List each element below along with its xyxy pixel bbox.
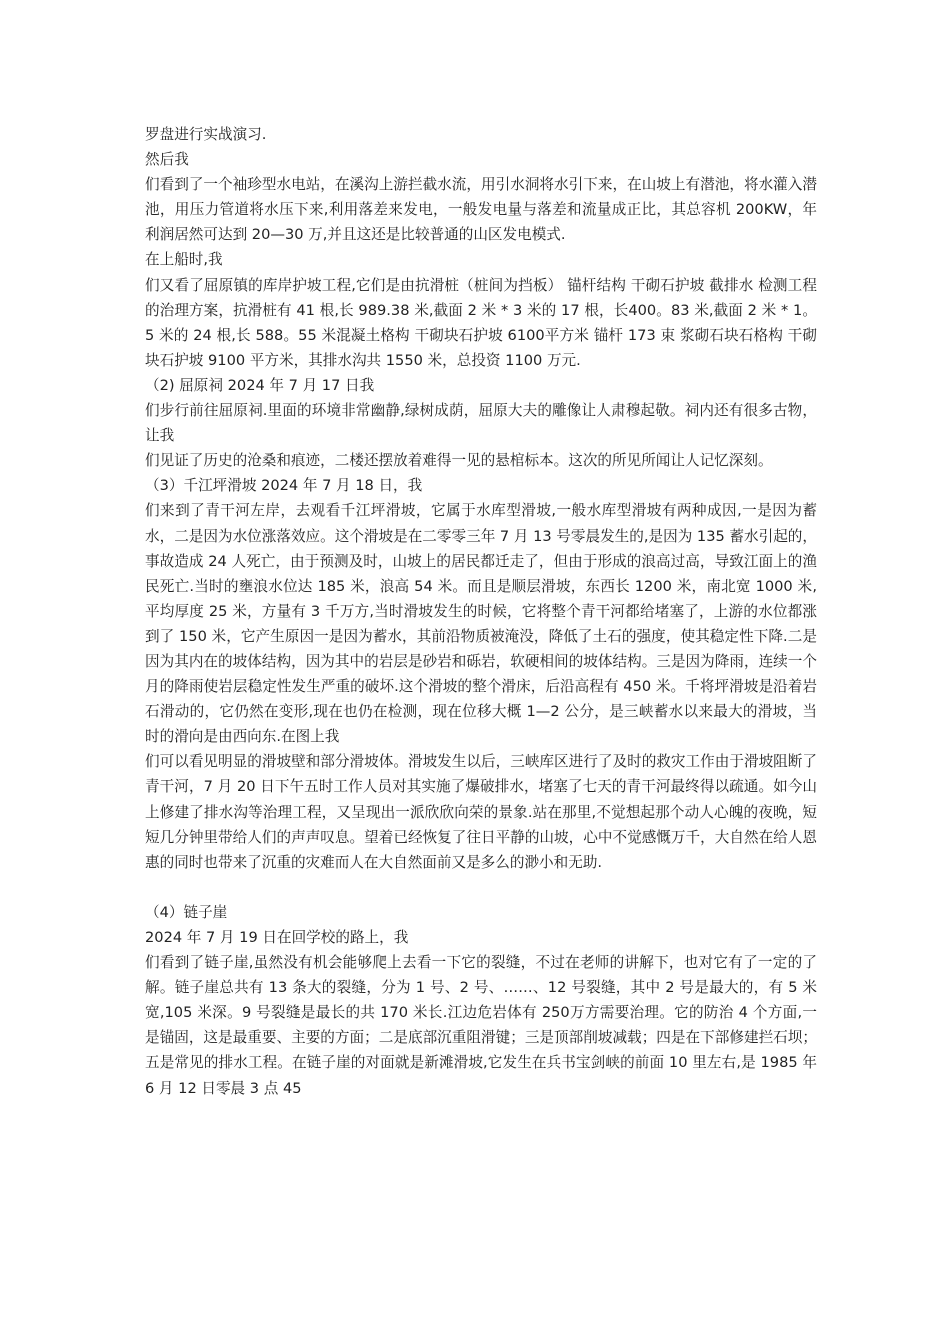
paragraph-5: 们又看了屈原镇的库岸护坡工程,它们是由抗滑桩（桩间为挡板） 锚杆结构 干砌石护坡 截排水 检测工程的治理方案，抗滑桩有 41 根,长 989.38 米,截面 2 米 * 3 米的 17 根，长400。83 米,截面 2 米 * 1。5 米的 24 根,长 588。55 米混凝土格构 干砌块石护坡 6100平方米 锚杆 173 束 浆砌石块石格构 干砌块石护坡 9100 平方米，其排水沟共 1550 米，总投资 1100 万元. xyxy=(145,276,817,369)
section-heading-2: （2) 屈原祠 2024 年 7 月 17 日我 xyxy=(145,376,375,394)
section-heading-4: （4）链子崖 xyxy=(145,903,228,921)
paragraph-10: 们来到了青干河左岸，去观看千江坪滑坡，它属于水库型滑坡,一般水库型滑坡有两种成因,一是因为蓄水，二是因为水位涨落效应。这个滑坡是在二零零三年 7 月 13 号零晨发生的,是因为 135 蓄水引起的，事故造成 24 人死亡，由于预测及时，山坡上的居民都迁走了，但由于形成的浪高过高，导致江面上的渔民死亡.当时的壅浪水位达 185 米，浪高 54 米。而且是顺层滑坡，东西长 1200 米，南北宽 1000 米,平均厚度 25 米，方量有 3 千万方,当时滑坡发生的时候，它将整个青干河都给堵塞了，上游的水位都涨到了 150 米，它产生原因一是因为蓄水，其前沿物质被淹没，降低了土石的强度，使其稳定性下降.二是因为其内在的坡体结构，因为其中的岩层是砂岩和砾岩，软硬相间的坡体结构。三是因为降雨，连续一个月的降雨使岩层稳定性发生严重的破坏.这个滑坡的整个滑床，后沿高程有 450 米。千将坪滑坡是沿着岩石滑动的，它仍然在变形,现在也仍在检测，现在位移大概 1—2 公分，是三峡蓄水以来最大的滑坡，当时的滑向是由西向东.在图上我 xyxy=(145,502,817,746)
paragraph-11: 们可以看见明显的滑坡壁和部分滑坡体。滑坡发生以后，三峡库区进行了及时的救灾工作由于滑坡阻断了青干河，7 月 20 日下午五时工作人员对其实施了爆破排水，堵塞了七天的青干河最终得以疏通。如今山上修建了排水沟等治理工程，又呈现出一派欣欣向荣的景象.站在那里,不觉想起那个动人心魄的夜晚，短短几分钟里带给人们的声声叹息。望着已经恢复了往日平静的山坡，心中不觉感慨万千，大自然在给人恩惠的同时也带来了沉重的灾难而人在大自然面前又是多么的渺小和无助. xyxy=(145,753,817,871)
paragraph-14: 2024 年 7 月 19 日在回学校的路上，我 xyxy=(145,929,409,946)
paragraph-3: 们看到了一个袖珍型水电站，在溪沟上游拦截水流，用引水洞将水引下来，在山坡上有潜池，将水灌入潜池，用压力管道将水压下来,利用落差来发电，一般发电量与落差和流量成正比，其总容机 200KW，年利润居然可达到 20—30 万,并且这还是比较普通的山区发电模式. xyxy=(145,176,817,244)
section-heading-3: （3）千江坪滑坡 2024 年 7 月 18 日，我 xyxy=(145,477,423,495)
document-body xyxy=(145,122,817,1101)
paragraph-2: 然后我 xyxy=(145,151,189,169)
paragraph-15: 们看到了链子崖,虽然没有机会能够爬上去看一下它的裂缝，不过在老师的讲解下，也对它有了一定的了解。链子崖总共有 13 条大的裂缝，分为 1 号、2 号、……、12 号裂缝，其中 2 号是最大的，有 5 米宽,105 米深。9 号裂缝是最长的共 170 米长.江边危岩体有 250万方需要治理。它的防治 4 个方面,一是锚固，这是最重要、主要的方面；二是底部沉重阻滑键；三是顶部削坡减载；四是在下部修建拦石坝；五是常见的排水工程。在链子崖的对面就是新滩滑坡,它发生在兵书宝剑峡的前面 10 里左右,是 1985 年 6 月 12 日零晨 3 点 45 xyxy=(145,954,817,1097)
paragraph-7: 们步行前往屈原祠.里面的环境非常幽静,绿树成荫，屈原大夫的雕像让人肃穆起敬。祠内还有很多古物，让我 xyxy=(145,402,817,445)
paragraph-1: 罗盘进行实战演习. xyxy=(145,126,267,143)
blank-line xyxy=(145,875,817,900)
paragraph-8: 们见证了历史的沧桑和痕迹，二楼还摆放着难得一见的悬棺标本。这次的所见所闻让人记忆深刻。 xyxy=(145,452,773,470)
paragraph-4: 在上船时,我 xyxy=(145,251,223,269)
